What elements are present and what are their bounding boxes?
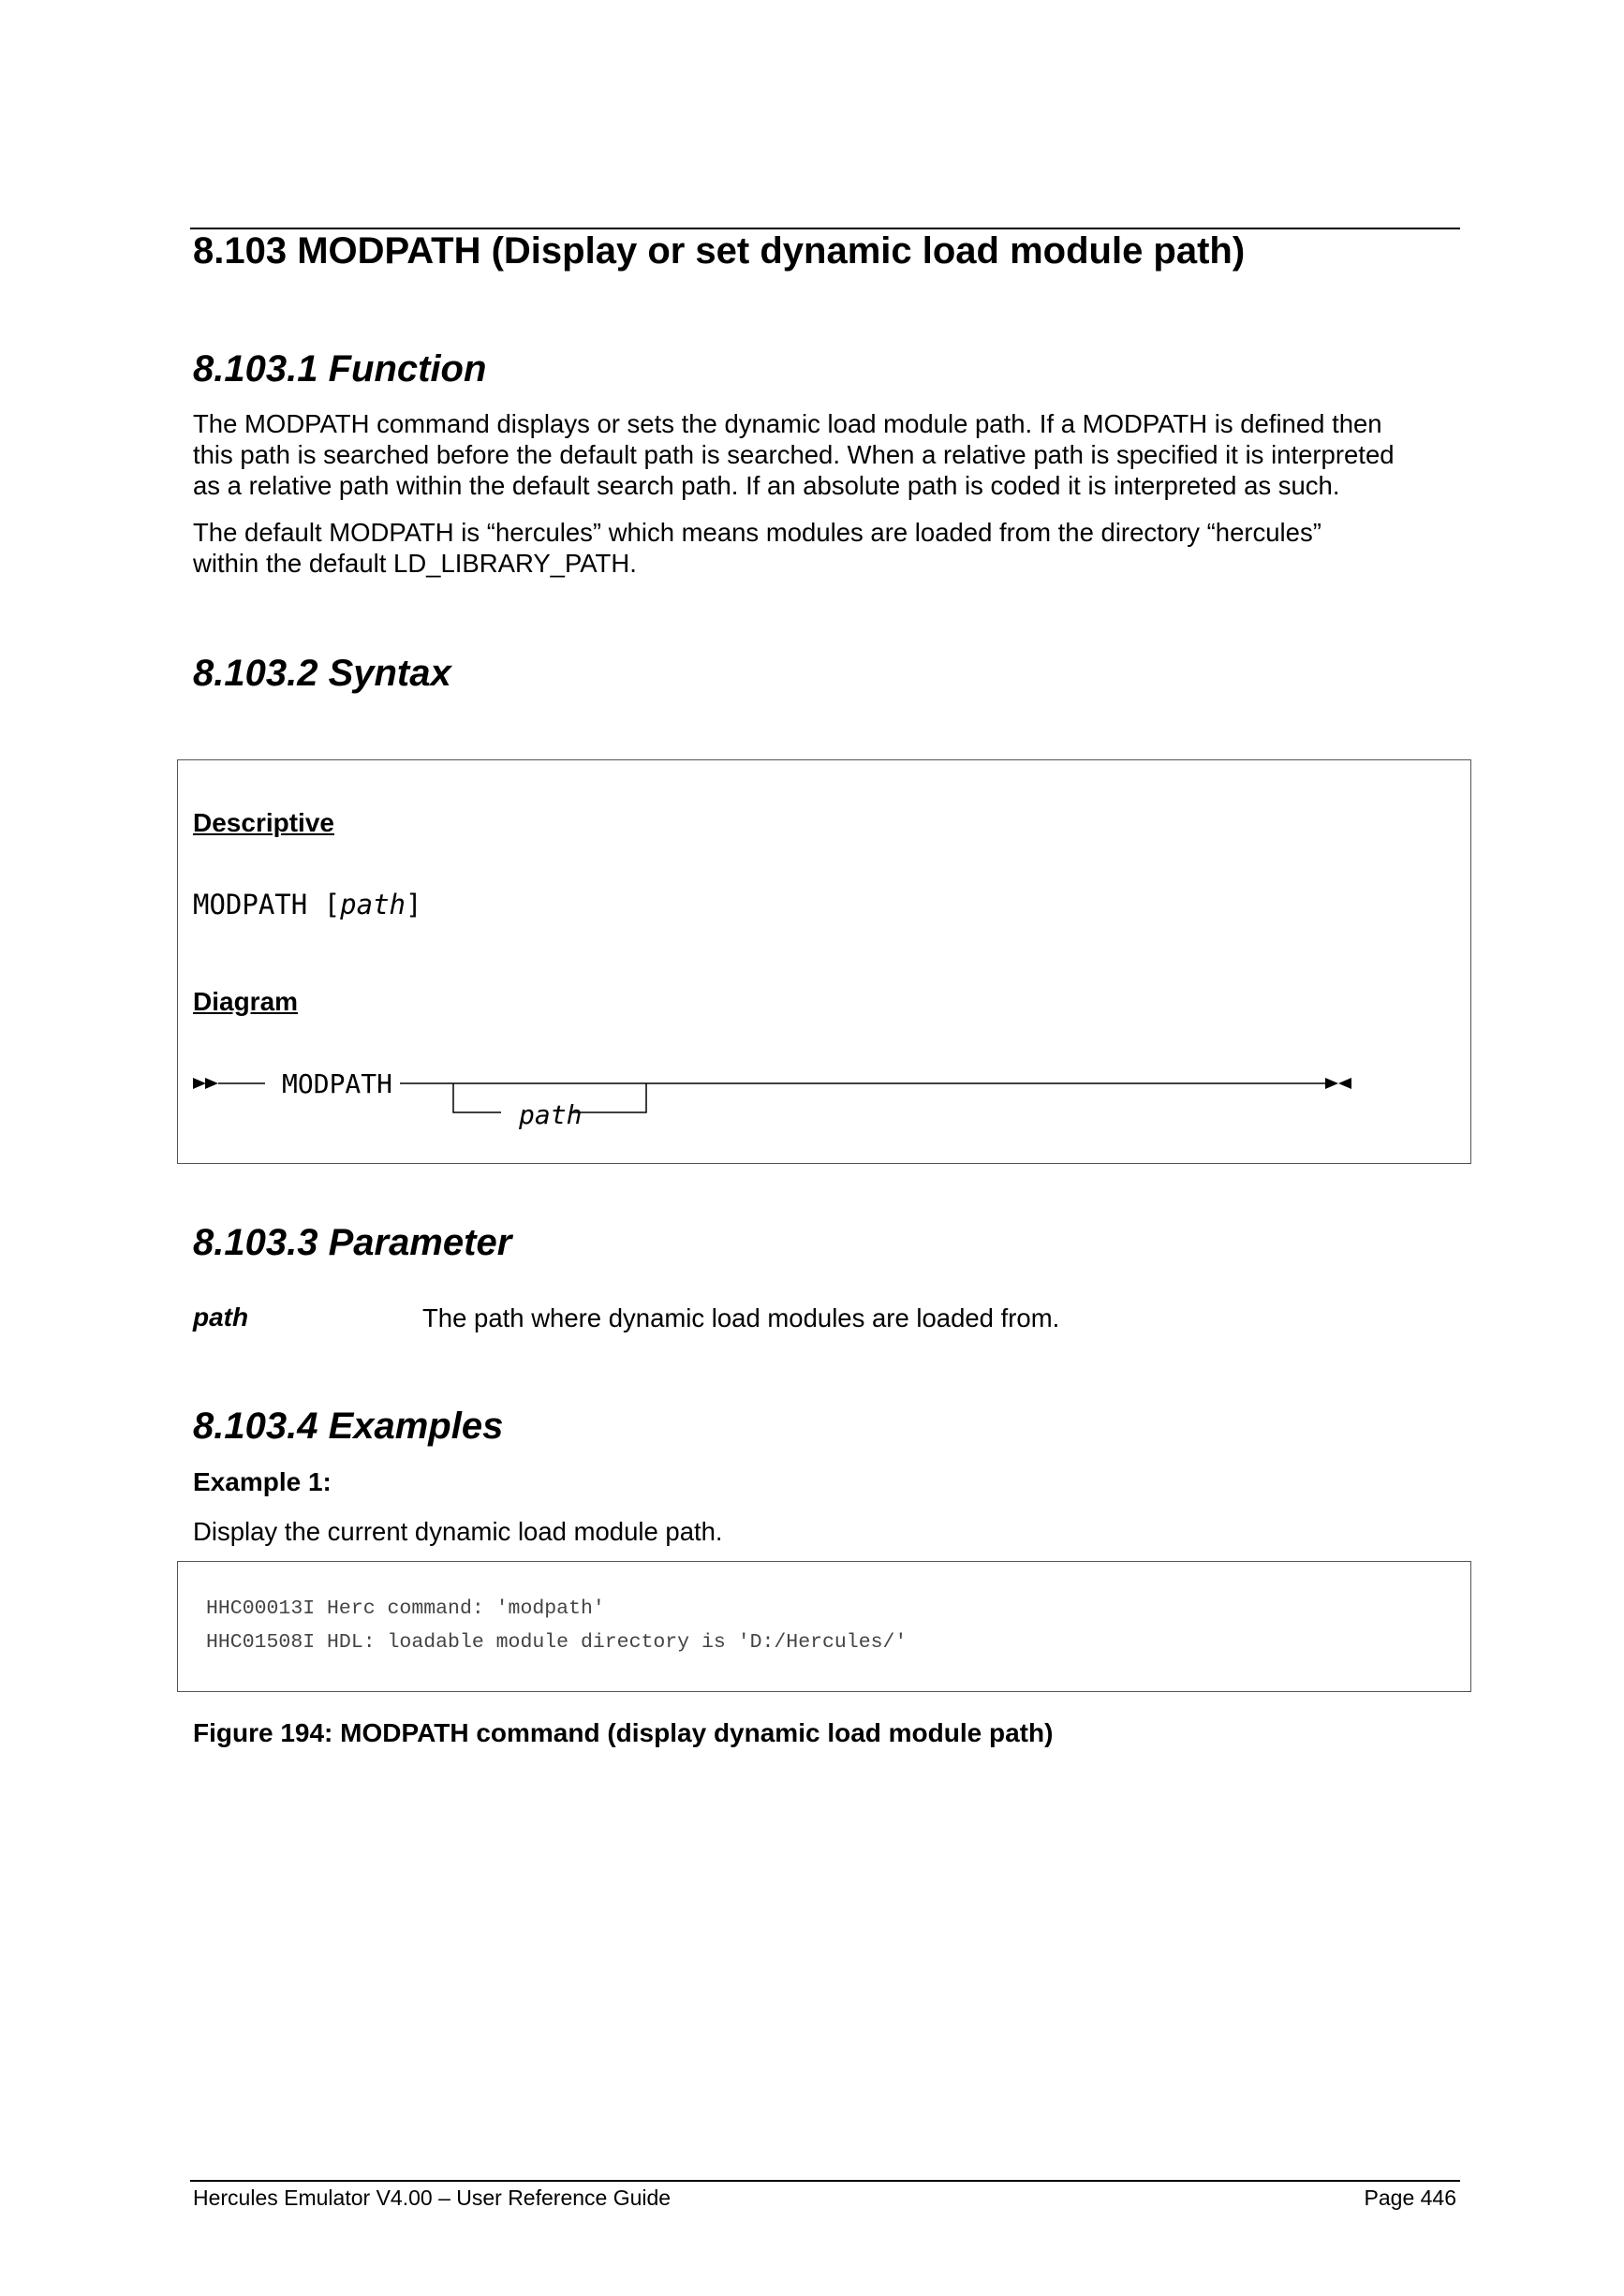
code-line-2: HHC01508I HDL: loadable module directory is 'D:/Hercules/' — [206, 1631, 908, 1654]
function-para1-line-2: this path is searched before the default path is searched. When a relative path is specified it is interpreted — [193, 440, 1395, 469]
code-line-1: HHC00013I Herc command: 'modpath' — [206, 1597, 605, 1620]
function-heading: 8.103.1 Function — [193, 348, 487, 390]
start-arrow-2 — [205, 1078, 218, 1089]
descriptive-close-bracket: ] — [406, 889, 422, 920]
example-1-label: Example 1: — [193, 1467, 332, 1496]
start-arrow-1 — [193, 1078, 206, 1089]
parameter-heading: 8.103.3 Parameter — [193, 1222, 512, 1263]
end-arrow — [1338, 1078, 1351, 1089]
footer-page-number: Page 446 — [1364, 2186, 1456, 2210]
parameter-name: path — [193, 1303, 249, 1332]
diagram-command: MODPATH — [282, 1068, 393, 1099]
descriptive-command: MODPATH — [193, 889, 308, 920]
descriptive-label: Descriptive — [193, 808, 334, 837]
syntax-diagram — [178, 1051, 1470, 1163]
parameter-description: The path where dynamic load modules are loaded from. — [422, 1303, 1060, 1332]
footer-left: Hercules Emulator V4.00 – User Reference Guide — [193, 2186, 672, 2210]
syntax-box — [177, 759, 1471, 1164]
syntax-heading: 8.103.2 Syntax — [193, 653, 451, 694]
example-1-description: Display the current dynamic load module path. — [193, 1517, 723, 1546]
function-para1-line-3: as a relative path within the default search path. If an absolute path is coded it is interpreted as such. — [193, 471, 1340, 500]
descriptive-syntax — [193, 889, 421, 920]
function-paragraph-2 — [193, 517, 1321, 579]
descriptive-param: path — [340, 889, 406, 920]
diagram-label: Diagram — [193, 987, 299, 1016]
function-para1-line-1: The MODPATH command displays or sets the dynamic load module path. If a MODPATH is defined then — [193, 409, 1382, 438]
function-para2-line-1: The default MODPATH is “hercules” which means modules are loaded from the directory “hercules” — [193, 518, 1321, 547]
figure-caption: Figure 194: MODPATH command (display dynamic load module path) — [193, 1718, 1054, 1747]
section-title: 8.103 MODPATH (Display or set dynamic load module path) — [193, 230, 1246, 272]
descriptive-open-bracket: [ — [323, 889, 341, 920]
footer-rule — [190, 2180, 1460, 2182]
main-track-arrow — [1325, 1078, 1338, 1089]
diagram-param: path — [519, 1099, 583, 1130]
function-paragraph-1 — [193, 408, 1395, 501]
header-rule — [190, 228, 1460, 229]
code-box — [177, 1561, 1471, 1692]
function-para2-line-2: within the default LD_LIBRARY_PATH. — [193, 549, 637, 578]
examples-heading: 8.103.4 Examples — [193, 1406, 504, 1447]
